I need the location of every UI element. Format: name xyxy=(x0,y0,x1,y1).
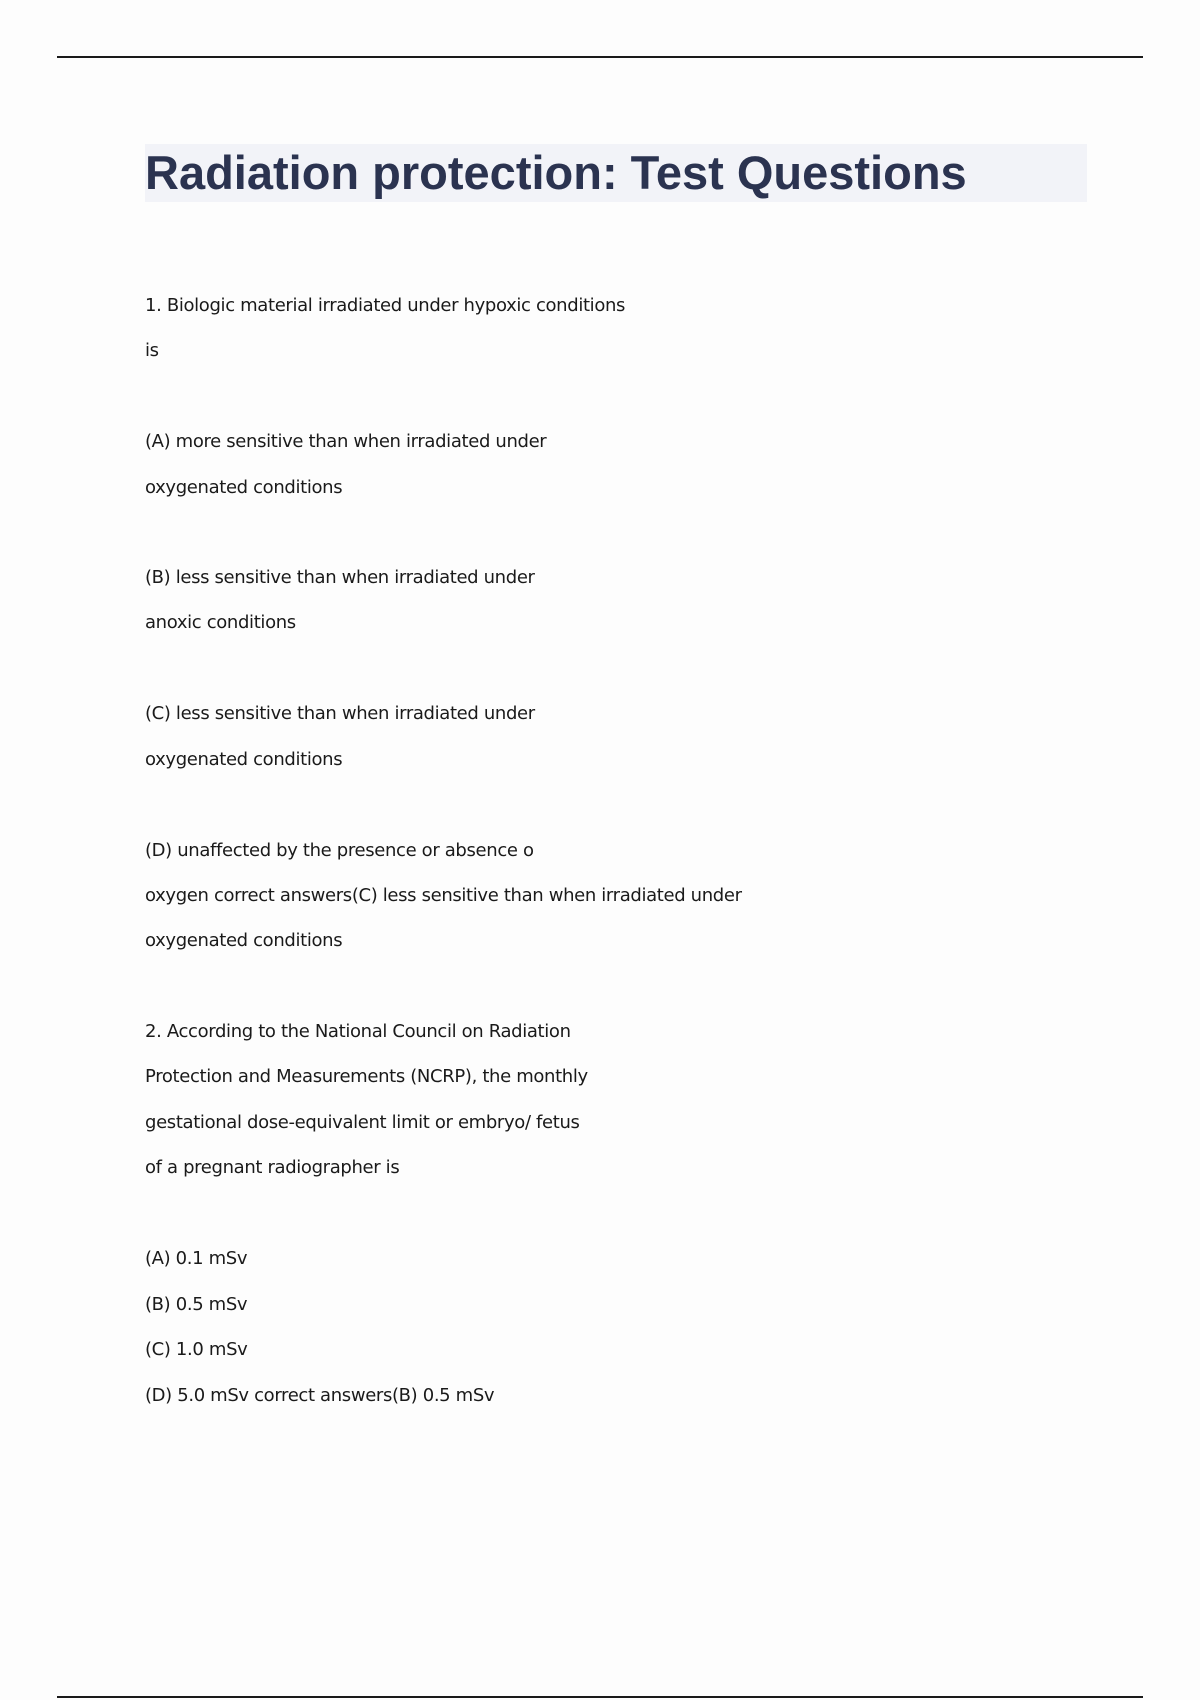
question-2-option-a: (A) 0.1 mSv xyxy=(145,1248,248,1269)
question-2-stem-line-2: Protection and Measurements (NCRP), the monthly xyxy=(145,1066,588,1087)
bottom-rule xyxy=(57,1696,1143,1698)
question-1-option-a-line-1: (A) more sensitive than when irradiated under xyxy=(145,431,547,452)
question-2-option-c: (C) 1.0 mSv xyxy=(145,1339,248,1360)
question-2-option-d-answer: (D) 5.0 mSv correct answers(B) 0.5 mSv xyxy=(145,1385,495,1406)
question-1-option-b-line-1: (B) less sensitive than when irradiated under xyxy=(145,567,535,588)
question-1-option-c-line-1: (C) less sensitive than when irradiated under xyxy=(145,703,535,724)
question-1-option-a-line-2: oxygenated conditions xyxy=(145,477,343,498)
question-2-stem-line-3: gestational dose-equivalent limit or embryo/ fetus xyxy=(145,1112,580,1133)
question-1-option-b-line-2: anoxic conditions xyxy=(145,612,296,633)
question-1-option-c-line-2: oxygenated conditions xyxy=(145,749,343,770)
question-1-option-d-line-1: (D) unaffected by the presence or absence o xyxy=(145,840,534,861)
question-1-answer-line: oxygen correct answers(C) less sensitive than when irradiated under xyxy=(145,885,742,906)
question-1-stem-line-1: 1. Biologic material irradiated under hypoxic conditions xyxy=(145,295,626,316)
document-title: Radiation protection: Test Questions xyxy=(145,146,967,199)
question-2-stem-line-4: of a pregnant radiographer is xyxy=(145,1157,400,1178)
question-2-stem-line-1: 2. According to the National Council on Radiation xyxy=(145,1021,571,1042)
question-2-option-b: (B) 0.5 mSv xyxy=(145,1294,248,1315)
question-1-answer-line-2: oxygenated conditions xyxy=(145,930,343,951)
question-1-stem-line-2: is xyxy=(145,340,159,361)
top-rule xyxy=(57,56,1143,58)
